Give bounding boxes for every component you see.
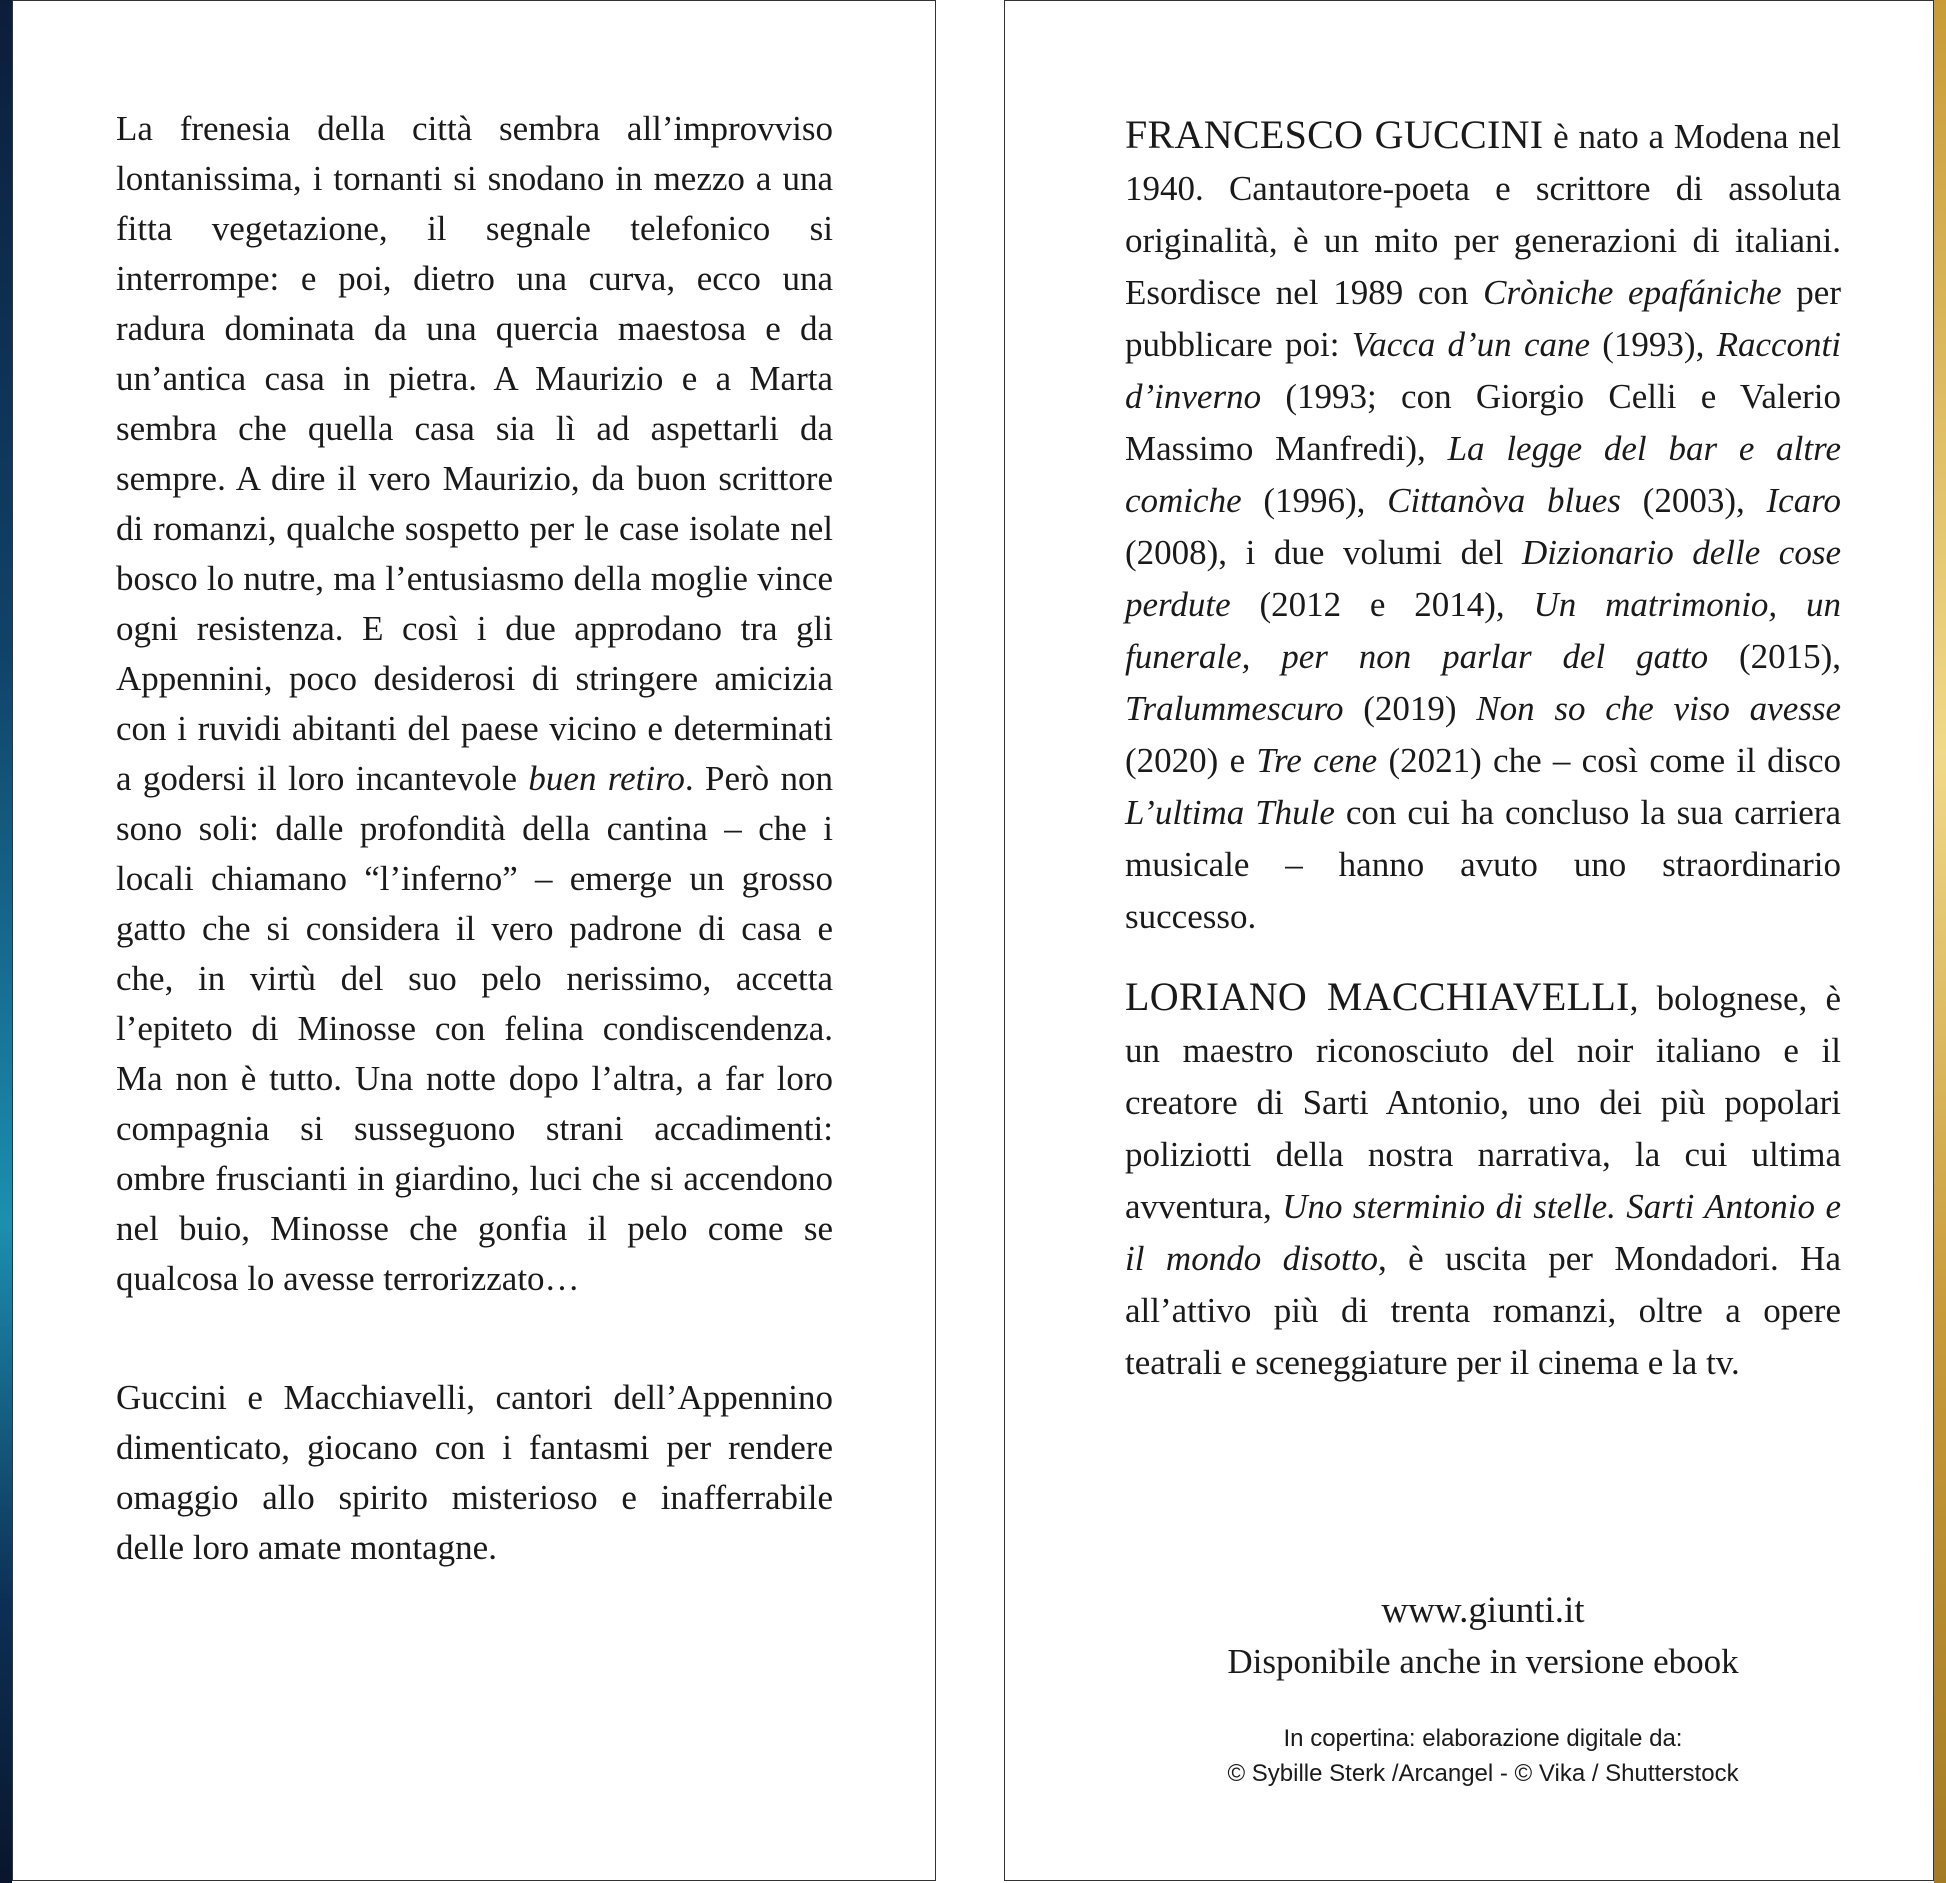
text-run: (2008), i due volumi del [1125,533,1522,572]
ebook-availability-note: Disponibile anche in versione ebook [1227,1642,1739,1681]
book-title: buen retiro [528,759,685,798]
text-run: è nato a Modena nel 1940. Cantautore-poeta e scrittore di assoluta originalità, è un mito per generazioni di italiani. Esordisce nel 1989 con [1125,117,1841,312]
cover-credit-line: © Sybille Sterk /Arcangel - © Vika / Shutterstock [1227,1760,1739,1787]
book-title: Tralummescuro [1125,689,1344,728]
book-title: Tre cene [1256,741,1378,780]
text-run: con cui ha concluso la sua carriera musicale – hanno avuto uno straordinario successo. [1125,793,1841,936]
text-run: (2021) che – così come il disco [1377,741,1841,780]
text-run: per pubblicare poi: [1125,273,1841,364]
text-run: (2003), [1620,481,1767,520]
author-bio-guccini [1125,109,1841,943]
publisher-website[interactable]: www.giunti.it [1381,1590,1585,1631]
cover-art-edge-left [0,0,12,1883]
book-title: Racconti d’inverno [1125,325,1842,416]
synopsis-paragraph [116,104,833,1304]
bio-paragraph [1125,109,1841,943]
text-run: (2019) [1343,689,1477,728]
front-flap [12,0,936,1881]
cover-credit-line: In copertina: elaborazione digitale da: [1283,1725,1683,1752]
text-run: (2012 e 2014), [1230,585,1534,624]
cover-credits [1125,1721,1841,1791]
book-title: Un matrimonio, un funerale, per non parlar del gatto [1125,585,1841,676]
book-title: L’ultima Thule [1125,793,1335,832]
text-run: (1996), [1241,481,1388,520]
author-bio-macchiavelli [1125,971,1841,1389]
synopsis-paragraph [116,1373,833,1573]
text-run: La frenesia della città sembra all’improvviso lontanissima, i tornanti si snodano in mezzo a una fitta vegetazione, il segnale telefonico si interrompe: e poi, dietro una curva, ecco una radura dominata da una quercia maestosa e da un’antica casa in pietra. A Maurizio e a Marta sembra che quella casa sia lì ad aspettarli da sempre. A dire il vero Maurizio, da buon scrittore di romanzi, qualche sospetto per le case isolate nel bosco lo nutre, ma l’entusiasmo della moglie vince ogni resistenza. E così i due approdano tra gli Appennini, poco desiderosi di stringere amicizia con i ruvidi abitanti del paese vicino e determinati a godersi il loro incantevole [116,109,833,798]
text-run: , è uscita per Mondadori. Ha all’attivo più di trenta romanzi, oltre a opere teatrali e sceneggiature per il cinema e la tv. [1125,1239,1841,1382]
back-flap [1004,0,1934,1881]
cover-art-edge-right [1934,0,1946,1883]
text-run: (2020) e [1125,741,1257,780]
text-run: , bolognese, è un maestro riconosciuto del noir italiano e il creatore di Sarti Antonio, uno dei più popolari poliziotti della nostra narrativa, la cui ultima avventura, [1125,979,1841,1226]
flap-gutter [936,0,1004,1883]
book-title: Cròniche epafániche [1483,273,1782,312]
text-run: (1993), [1590,325,1717,364]
bio-paragraph [1125,971,1841,1389]
text-run: . Però non sono soli: dalle profondità della cantina – che i locali chiamano “l’inferno” – emerge un grosso gatto che si considera il vero padrone di casa e che, in virtù del suo pelo nerissimo, accetta l’epiteto di Minosse con felina condiscendenza. Ma non è tutto. Una notte dopo l’altra, a far loro compagnia si susseguono strani accadimenti: ombre fruscianti in giardino, luci che si accendono nel buio, Minosse che gonfia il pelo come se qualcosa lo avesse terrorizzato… [116,759,833,1298]
text-run: Guccini e Macchiavelli, cantori dell’Appennino dimenticato, giocano con i fantasmi per rendere omaggio allo spirito misterioso e inafferrabile delle loro amate montagne. [116,1378,833,1567]
synopsis-closing-text [116,1373,833,1573]
book-title: Icaro [1766,481,1842,520]
synopsis-text [116,104,833,1304]
text-run: (1993; con Giorgio Celli e Valerio Massimo Manfredi), [1125,377,1841,468]
book-title: Vacca d’un cane [1351,325,1591,364]
book-title: Cittanòva blues [1387,481,1621,520]
book-title: La legge del bar e altre comiche [1125,429,1841,520]
text-run: (2015), [1708,637,1842,676]
author-name: FRANCESCO GUCCINI [1125,112,1544,157]
book-title: Non so che viso avesse [1476,689,1842,728]
book-title: Uno sterminio di stelle. Sarti Antonio e il mondo disotto [1125,1187,1842,1278]
author-name: LORIANO MACCHIAVELLI [1125,974,1630,1019]
book-title: Dizionario delle cose perdute [1125,533,1841,624]
publisher-info [1125,1586,1841,1688]
